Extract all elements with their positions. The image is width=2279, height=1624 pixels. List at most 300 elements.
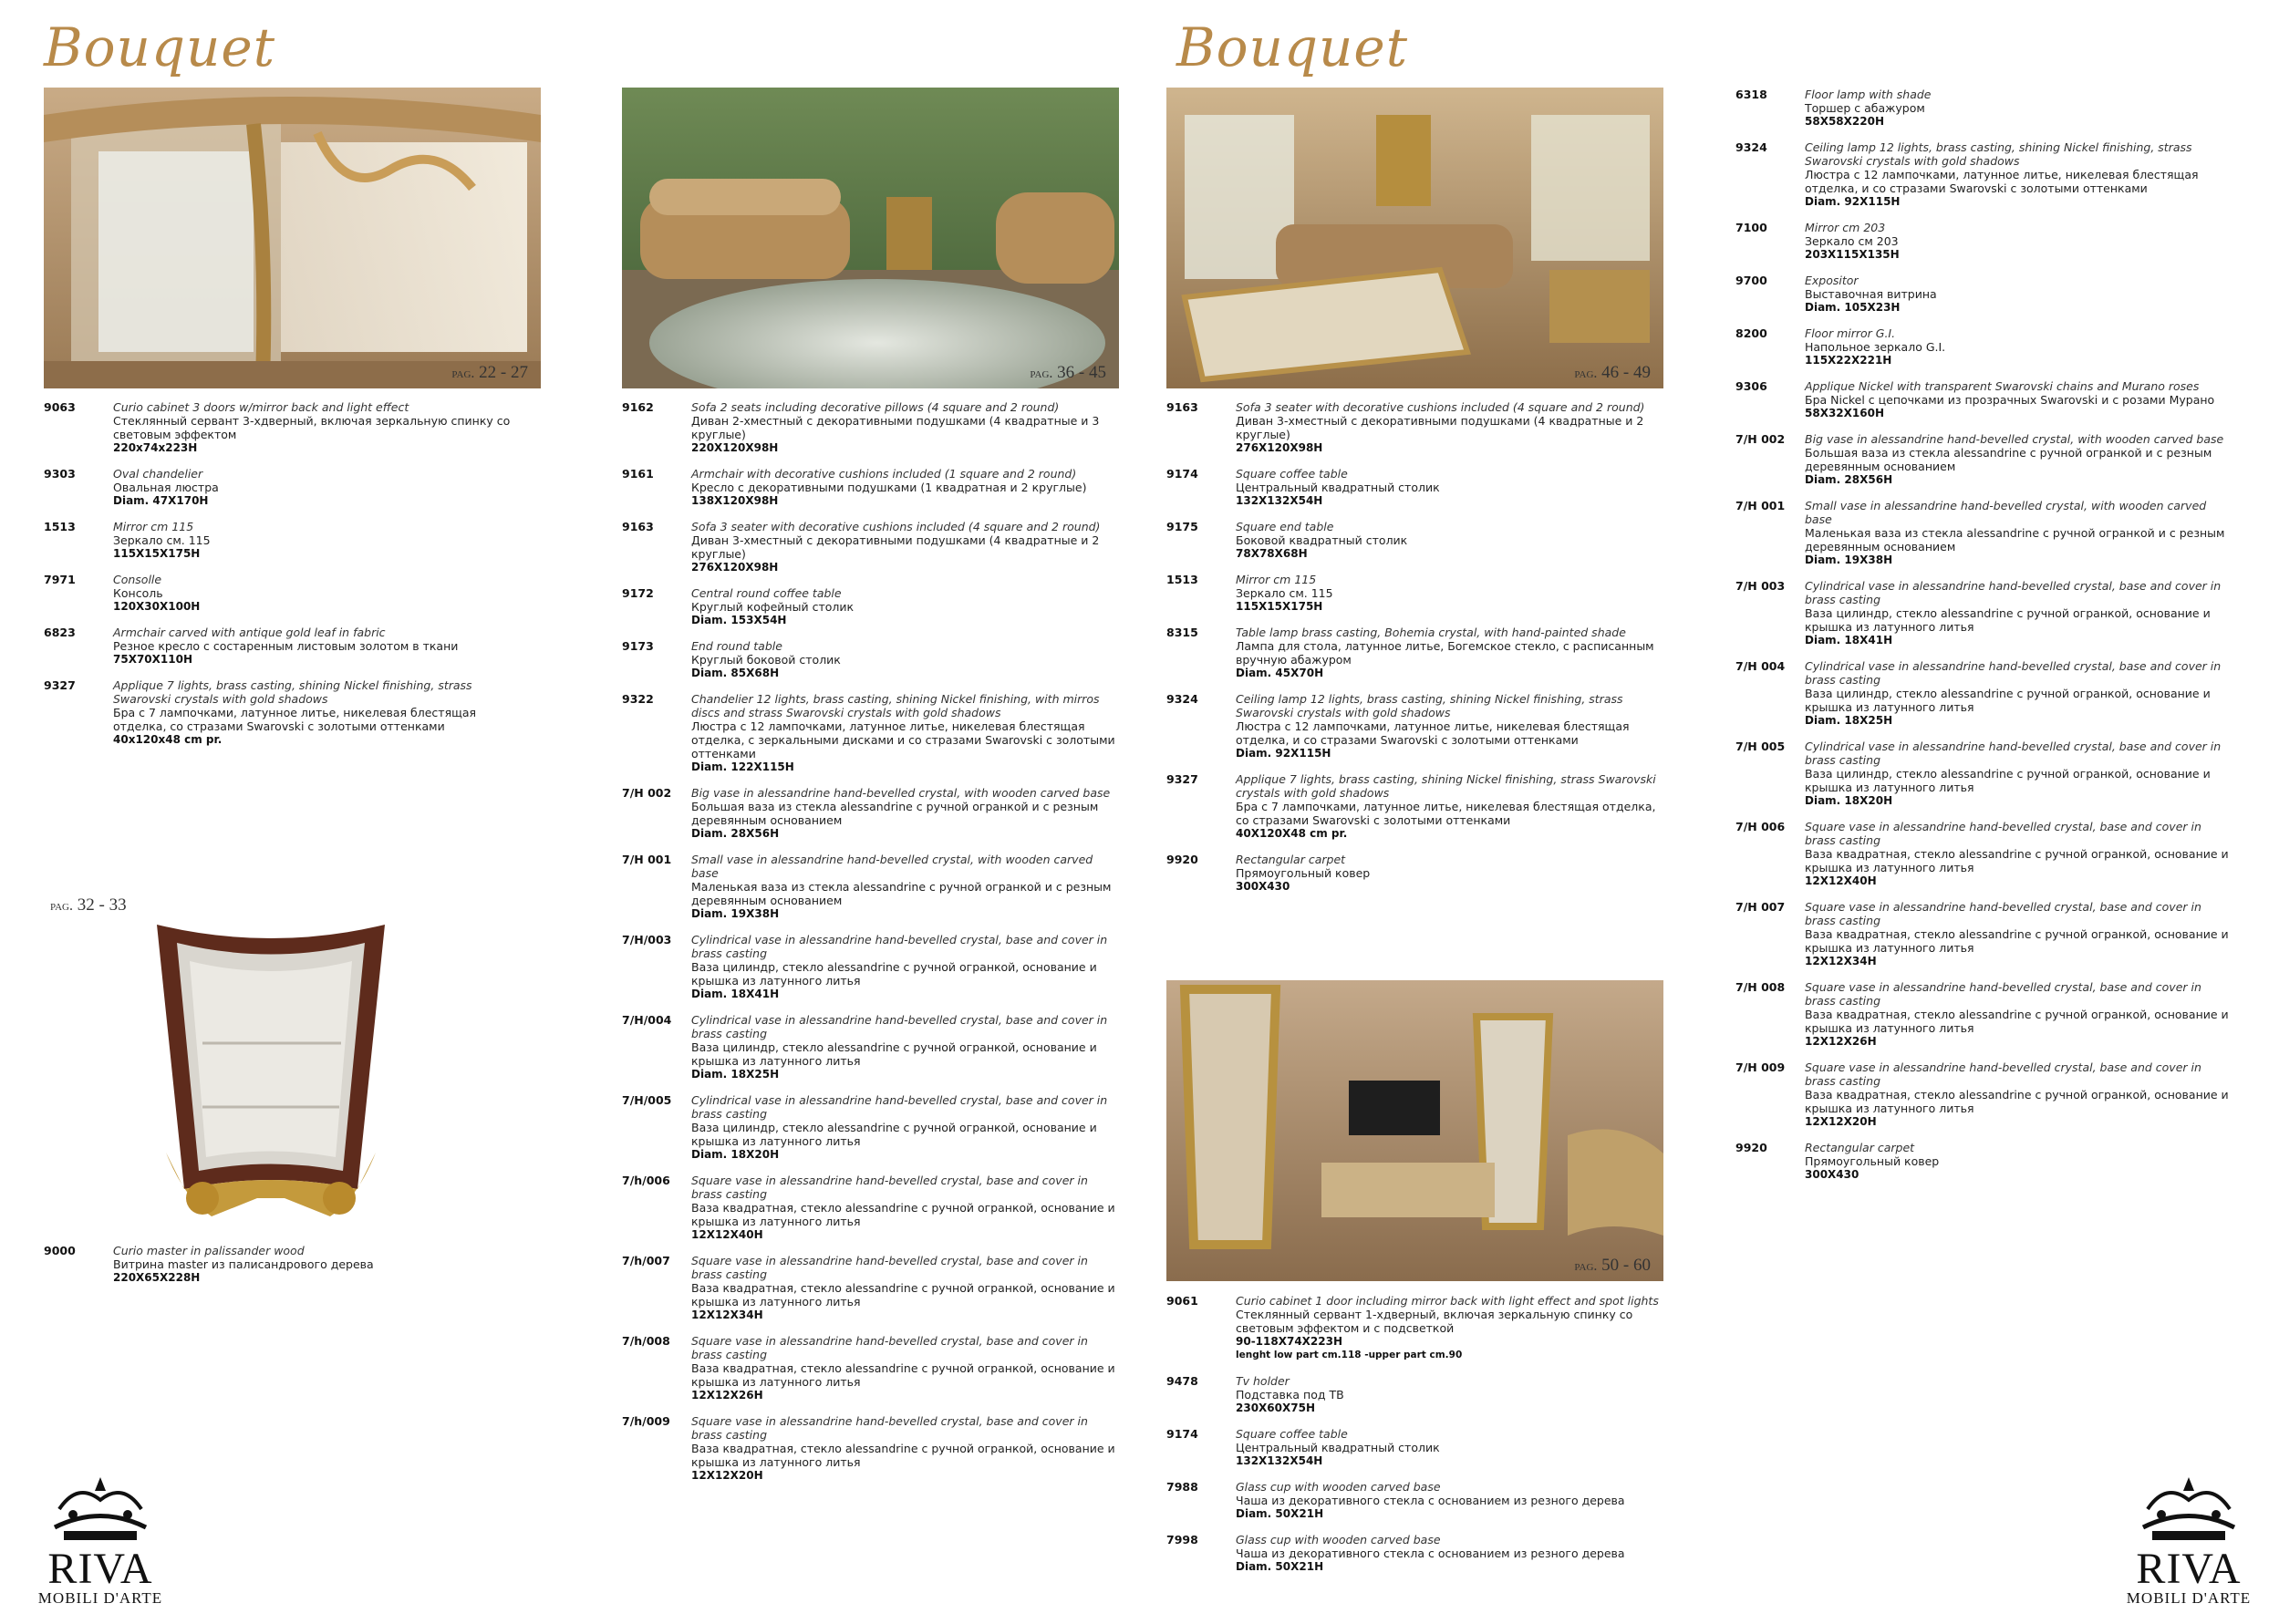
item-name-en: Square vase in alessandrine hand-bevelled crystal, base and cover in brass casting (1805, 1060, 2201, 1088)
item-description (1805, 980, 2232, 1049)
item-code: 9174 (1166, 467, 1198, 481)
item-description (1236, 573, 1333, 614)
item-name-ru: Центральный квадратный столик (1236, 1441, 1440, 1454)
item-name-ru: Люстра с 12 лампочками, латунное литье, никелевая блестящая отделка, и со стразами Swarovski с золотыми оттенками (1805, 168, 2199, 195)
item-dimensions: Diam. 122X115H (691, 760, 794, 773)
item-code: 9920 (1735, 1141, 1767, 1154)
item-name-en: Small vase in alessandrine hand-bevelled crystal, with wooden carved base (1805, 499, 2207, 526)
item-description (113, 678, 518, 747)
item-dimensions: 115X15X175H (113, 547, 201, 560)
list-item (622, 1254, 1119, 1322)
item-list-col3b (1166, 1294, 1663, 1586)
item-code: 7988 (1166, 1480, 1198, 1494)
item-name-en: Chandelier 12 lights, brass casting, shining Nickel finishing, with mirros discs and strass Swarovski crystals with gold shadows (691, 692, 1100, 719)
item-name-ru: Ваза цилиндр, стекло alessandrine с ручной огранкой, основание и крышка из латунного литья (1805, 687, 2211, 714)
item-code: 7/h/009 (622, 1414, 670, 1428)
item-name-en: Cylindrical vase in alessandrine hand-bevelled crystal, base and cover in brass casting (691, 1013, 1108, 1040)
list-item (1735, 326, 2232, 367)
item-dimensions: 12X12X20H (1805, 1115, 1877, 1128)
item-name-ru: Овальная люстра (113, 481, 219, 494)
item-dimensions: Diam. 18X25H (691, 1068, 780, 1081)
item-code: 8200 (1735, 326, 1767, 340)
list-item (622, 1093, 1119, 1162)
item-description (691, 586, 854, 627)
page-ref: pag. 36 - 45 (1030, 363, 1106, 382)
list-item (622, 1334, 1119, 1402)
list-item (1735, 88, 2232, 129)
item-description (691, 1013, 1119, 1081)
item-description (1236, 1533, 1625, 1574)
item-code: 9163 (1166, 400, 1198, 414)
item-description (1236, 1374, 1344, 1415)
item-name-ru: Ваза цилиндр, стекло alessandrine с ручной огранкой, основание и крышка из латунного литья (691, 1040, 1097, 1068)
item-description (1805, 659, 2232, 728)
list-item (1735, 1060, 2232, 1129)
item-description (1805, 900, 2232, 968)
list-item (44, 467, 518, 508)
item-description (1236, 626, 1663, 680)
item-dimensions: 12X12X26H (1805, 1035, 1877, 1048)
item-dimensions: 58X58X220H (1805, 115, 1884, 128)
list-item (1735, 140, 2232, 209)
logo-subtitle: MOBILI D'ARTE (37, 1589, 163, 1607)
item-name-en: Glass cup with wooden carved base (1236, 1533, 1441, 1546)
item-code: 9174 (1166, 1427, 1198, 1441)
list-item (1735, 1141, 2232, 1182)
item-code: 7/H 007 (1735, 900, 1786, 914)
item-description (691, 786, 1119, 841)
item-name-en: Consolle (113, 573, 162, 586)
list-item (1735, 659, 2232, 728)
item-dimensions: 203X115X135H (1805, 248, 1900, 261)
item-name-ru: Прямоугольный ковер (1236, 866, 1371, 880)
list-item (1166, 467, 1663, 508)
item-name-en: Cylindrical vase in alessandrine hand-bevelled crystal, base and cover in brass casting (1805, 659, 2222, 687)
item-dimensions: Diam. 105X23H (1805, 301, 1901, 314)
list-item (44, 520, 518, 561)
riva-logo-left (36, 1473, 164, 1609)
item-description (1236, 467, 1440, 508)
item-dimensions: Diam. 18X25H (1805, 714, 1893, 727)
item-description (691, 1093, 1119, 1162)
item-dimensions: Diam. 19X38H (1805, 553, 1893, 566)
item-code: 6823 (44, 626, 76, 639)
item-dimensions: 90-118X74X223H (1236, 1335, 1343, 1348)
item-code: 9175 (1166, 520, 1198, 533)
list-item (1166, 772, 1663, 841)
page-ref: pag. 32 - 33 (50, 895, 127, 915)
item-name-en: Armchair carved with antique gold leaf in fabric (113, 626, 386, 639)
item-code: 7/H/005 (622, 1093, 672, 1107)
item-code: 7/H 001 (1735, 499, 1786, 512)
item-name-ru: Зеркало см. 115 (1236, 586, 1333, 600)
item-dimensions: 78X78X68H (1236, 547, 1308, 560)
item-name-en: Applique Nickel with transparent Swarovski chains and Murano roses (1805, 379, 2200, 393)
item-code: 9306 (1735, 379, 1767, 393)
item-name-en: Square vase in alessandrine hand-bevelled crystal, base and cover in brass casting (1805, 820, 2201, 847)
item-description (691, 1174, 1119, 1242)
item-description (1236, 1294, 1663, 1362)
item-name-ru: Ваза цилиндр, стекло alessandrine с ручной огранкой, основание и крышка из латунного литья (1805, 606, 2211, 634)
item-code: 7/H/003 (622, 933, 672, 946)
list-item (1166, 1374, 1663, 1415)
item-code: 9173 (622, 639, 654, 653)
item-code: 7/H 005 (1735, 740, 1786, 753)
item-name-en: Cylindrical vase in alessandrine hand-bevelled crystal, base and cover in brass casting (691, 933, 1108, 960)
item-dimensions: 12X12X20H (691, 1469, 763, 1482)
item-dimensions: 115X15X175H (1236, 600, 1323, 613)
item-description (1805, 499, 2232, 567)
item-code: 7/h/007 (622, 1254, 670, 1267)
item-dimensions: Diam. 153X54H (691, 614, 787, 626)
item-dimensions: Diam. 18X41H (1805, 634, 1893, 646)
photo-curio-master (148, 925, 394, 1224)
item-dimensions: 75X70X110H (113, 653, 192, 666)
item-code: 7/H 006 (1735, 820, 1786, 833)
item-name-ru: Напольное зеркало G.I. (1805, 340, 1946, 354)
item-description (1236, 1427, 1440, 1468)
item-name-ru: Бра с 7 лампочками, латунное литье, никелевая блестящая отделка, со стразами Swarovski с золотыми оттенками (1236, 800, 1656, 827)
list-item (1166, 1294, 1663, 1362)
item-code: 7/H 004 (1735, 659, 1786, 673)
item-description (1805, 1060, 2232, 1129)
item-code: 7/h/006 (622, 1174, 670, 1187)
item-name-ru: Маленькая ваза из стекла alessandrine с ручной огранкой и с резным деревянным основанием (691, 880, 1112, 907)
photo-tv-room (1166, 980, 1663, 1281)
list-item (1735, 432, 2232, 487)
list-item (622, 933, 1119, 1001)
item-description (1805, 221, 1900, 262)
item-name-ru: Люстра с 12 лампочками, латунное литье, никелевая блестящая отделка, с зеркальными дисками и со стразами Swarovski с золотыми оттенками (691, 719, 1115, 760)
list-item (622, 467, 1119, 508)
item-dimensions: 132X132X54H (1236, 1454, 1323, 1467)
item-dimensions: Diam. 85X68H (691, 667, 780, 679)
item-name-ru: Стеклянный сервант 1-хдверный, включая зеркальную спинку со световым эффектом и с подсветкой (1236, 1308, 1633, 1335)
item-dimensions: 12X12X34H (691, 1309, 763, 1321)
list-item (1166, 626, 1663, 680)
item-list-col4 (1735, 88, 2232, 1194)
list-item (44, 1244, 518, 1285)
item-description (1805, 432, 2232, 487)
item-name-en: Sofa 3 seater with decorative cushions included (4 square and 2 round) (1236, 400, 1645, 414)
item-description (1805, 820, 2232, 888)
item-name-ru: Прямоугольный ковер (1805, 1154, 1940, 1168)
item-code: 7971 (44, 573, 76, 586)
brand-title-left: Bouquet (44, 16, 276, 78)
list-item (1735, 499, 2232, 567)
item-name-en: Applique 7 lights, brass casting, shining Nickel finishing, strass Swarovski crystals with gold shadows (113, 678, 472, 706)
living-room-illustration (1166, 88, 1663, 388)
item-list-col1b (44, 1244, 518, 1297)
list-item (1735, 740, 2232, 808)
item-description (691, 639, 841, 680)
item-name-en: Expositor (1805, 274, 1859, 287)
item-description (691, 467, 1086, 508)
item-name-en: Square vase in alessandrine hand-bevelled crystal, base and cover in brass casting (691, 1414, 1088, 1442)
item-name-ru: Бра с 7 лампочками, латунное литье, никелевая блестящая отделка, со стразами Swarovski с золотыми оттенками (113, 706, 477, 733)
item-description (691, 520, 1119, 574)
logo-name: RIVA (2136, 1545, 2242, 1593)
item-dimensions: Diam. 19X38H (691, 907, 780, 920)
list-item (1166, 520, 1663, 561)
item-dimensions: 12X12X40H (1805, 874, 1877, 887)
item-name-en: Square vase in alessandrine hand-bevelled crystal, base and cover in brass casting (691, 1334, 1088, 1361)
item-name-ru: Ваза цилиндр, стекло alessandrine с ручной огранкой, основание и крышка из латунного литья (1805, 767, 2211, 794)
item-name-ru: Зеркало см 203 (1805, 234, 1899, 248)
item-name-en: Big vase in alessandrine hand-bevelled crystal, with wooden carved base (691, 786, 1111, 800)
item-dimensions: Diam. 28X56H (1805, 473, 1893, 486)
list-item (1735, 900, 2232, 968)
list-item (622, 586, 1119, 627)
item-code: 9920 (1166, 853, 1198, 866)
item-name-ru: Ваза квадратная, стекло alessandrine с ручной огранкой, основание и крышка из латунного литья (1805, 1008, 2229, 1035)
item-description (1236, 400, 1663, 455)
item-name-en: Square vase in alessandrine hand-bevelled crystal, base and cover in brass casting (691, 1254, 1088, 1281)
item-dimensions: Diam. 18X20H (691, 1148, 780, 1161)
item-dimensions: 230X60X75H (1236, 1402, 1315, 1414)
list-item (44, 400, 518, 455)
item-name-en: Applique 7 lights, brass casting, shining Nickel finishing, strass Swarovski crystals with gold shadows (1236, 772, 1656, 800)
item-name-en: Square coffee table (1236, 467, 1348, 481)
item-name-ru: Ваза квадратная, стекло alessandrine с ручной огранкой, основание и крышка из латунного литья (691, 1281, 1115, 1309)
item-code: 9063 (44, 400, 76, 414)
item-code: 9327 (1166, 772, 1198, 786)
list-item (1166, 400, 1663, 455)
item-code: 8315 (1166, 626, 1198, 639)
item-code: 9303 (44, 467, 76, 481)
item-code: 9324 (1166, 692, 1198, 706)
tv-room-illustration (1166, 980, 1663, 1281)
item-dimensions: 58X32X160H (1805, 407, 1884, 419)
item-dimensions: 276X120X98H (1236, 441, 1323, 454)
list-item (1166, 1533, 1663, 1574)
item-name-en: Glass cup with wooden carved base (1236, 1480, 1441, 1494)
item-list-col3 (1166, 400, 1663, 905)
item-name-en: Oval chandelier (113, 467, 203, 481)
photo-living-room (1166, 88, 1663, 388)
item-description (691, 692, 1119, 774)
item-code: 7/H 001 (622, 853, 672, 866)
list-item (1166, 692, 1663, 760)
item-description (691, 853, 1119, 921)
item-name-ru: Подставка под ТВ (1236, 1388, 1344, 1402)
item-code: 9700 (1735, 274, 1767, 287)
item-code: 6318 (1735, 88, 1767, 101)
item-dimensions: Diam. 18X20H (1805, 794, 1893, 807)
photo-sofa-garden (622, 88, 1119, 388)
item-code: 7/H 003 (1735, 579, 1786, 593)
item-description (113, 626, 458, 667)
item-description (113, 573, 200, 614)
item-name-en: End round table (691, 639, 782, 653)
item-note: lenght low part cm.118 -upper part cm.90 (1236, 1350, 1463, 1360)
item-name-en: Big vase in alessandrine hand-bevelled crystal, with wooden carved base (1805, 432, 2224, 446)
item-name-en: Central round coffee table (691, 586, 842, 600)
item-code: 7/H/004 (622, 1013, 672, 1027)
item-list-col1 (44, 400, 518, 759)
brand-title-right: Bouquet (1176, 16, 1409, 78)
item-dimensions: 276X120X98H (691, 561, 779, 574)
item-name-ru: Ваза квадратная, стекло alessandrine с ручной огранкой, основание и крышка из латунного литья (691, 1201, 1115, 1228)
list-item (622, 520, 1119, 574)
item-description (1805, 326, 1945, 367)
photo-curio-cabinet-room (44, 88, 541, 388)
item-dimensions: 138X120X98H (691, 494, 779, 507)
item-code: 9000 (44, 1244, 76, 1257)
item-code: 9327 (44, 678, 76, 692)
item-name-ru: Витрина master из палисандрового дерева (113, 1257, 374, 1271)
item-code: 9163 (622, 520, 654, 533)
list-item (1735, 820, 2232, 888)
item-name-ru: Большая ваза из стекла alessandrine с ручной огранкой и с резным деревянным основанием (1805, 446, 2212, 473)
item-dimensions: 12X12X34H (1805, 955, 1877, 967)
item-name-ru: Круглый кофейный столик (691, 600, 855, 614)
item-dimensions: 12X12X26H (691, 1389, 763, 1402)
item-name-ru: Выставочная витрина (1805, 287, 1937, 301)
item-name-ru: Большая ваза из стекла alessandrine с ручной огранкой и с резным деревянным основанием (691, 800, 1099, 827)
list-item (1166, 1480, 1663, 1521)
list-item (44, 678, 518, 747)
item-description (1236, 520, 1407, 561)
item-dimensions: 115X22X221H (1805, 354, 1892, 367)
item-code: 7/H 009 (1735, 1060, 1786, 1074)
item-description (1236, 692, 1663, 760)
list-item (1735, 274, 2232, 315)
item-name-ru: Чаша из декоративного стекла с основанием из резного дерева (1236, 1494, 1625, 1507)
item-dimensions: 12X12X40H (691, 1228, 763, 1241)
item-dimensions: Diam. 92X115H (1236, 747, 1331, 760)
list-item (622, 1174, 1119, 1242)
item-name-en: Tv holder (1236, 1374, 1290, 1388)
item-name-ru: Чаша из декоративного стекла с основанием из резного дерева (1236, 1546, 1625, 1560)
item-dimensions: 220x74x223H (113, 441, 198, 454)
item-name-en: Mirror cm 203 (1805, 221, 1886, 234)
item-description (1805, 274, 1937, 315)
item-name-ru: Ваза квадратная, стекло alessandrine с ручной огранкой, основание и крышка из латунного литья (1805, 927, 2229, 955)
item-code: 7100 (1735, 221, 1767, 234)
item-code: 7/H 002 (622, 786, 672, 800)
item-dimensions: 120X30X100H (113, 600, 201, 613)
item-name-en: Square vase in alessandrine hand-bevelled crystal, base and cover in brass casting (691, 1174, 1088, 1201)
item-name-en: Square vase in alessandrine hand-bevelled crystal, base and cover in brass casting (1805, 980, 2201, 1008)
item-name-en: Floor lamp with shade (1805, 88, 1932, 101)
item-name-ru: Круглый боковой столик (691, 653, 841, 667)
item-name-en: Sofa 3 seater with decorative cushions included (4 square and 2 round) (691, 520, 1101, 533)
page-ref: pag. 22 - 27 (451, 363, 528, 382)
item-name-en: Cylindrical vase in alessandrine hand-bevelled crystal, base and cover in brass casting (1805, 740, 2222, 767)
riva-logo-right (2125, 1473, 2253, 1609)
item-dimensions: Diam. 50X21H (1236, 1507, 1324, 1520)
page-ref: pag. 50 - 60 (1574, 1256, 1651, 1275)
item-name-ru: Лампа для стола, латунное литье, Богемское стекло, с расписанным вручную абажуром (1236, 639, 1654, 667)
item-description (1805, 579, 2232, 647)
item-code: 9172 (622, 586, 654, 600)
crown-emblem-icon (46, 1473, 155, 1546)
item-list-col2 (622, 400, 1119, 1495)
item-dimensions: 40X120X48 cm pr. (1236, 827, 1348, 840)
item-dimensions: Diam. 45X70H (1236, 667, 1324, 679)
item-dimensions: Diam. 28X56H (691, 827, 780, 840)
item-name-en: Small vase in alessandrine hand-bevelled crystal, with wooden carved base (691, 853, 1093, 880)
item-name-ru: Ваза цилиндр, стекло alessandrine с ручной огранкой, основание и крышка из латунного литья (691, 1121, 1097, 1148)
item-name-en: Ceiling lamp 12 lights, brass casting, shining Nickel finishing, strass Swarovski crystals with gold shadows (1236, 692, 1623, 719)
item-name-en: Table lamp brass casting, Bohemia crystal, with hand-painted shade (1236, 626, 1626, 639)
item-dimensions: Diam. 92X115H (1805, 195, 1901, 208)
item-dimensions: Diam. 47X170H (113, 494, 209, 507)
list-item (1735, 579, 2232, 647)
logo-name: RIVA (47, 1545, 153, 1593)
item-name-en: Ceiling lamp 12 lights, brass casting, shining Nickel finishing, strass Swarovski crystals with gold shadows (1805, 140, 2192, 168)
item-name-en: Cylindrical vase in alessandrine hand-bevelled crystal, base and cover in brass casting (1805, 579, 2222, 606)
item-name-ru: Диван 3-хместный с декоративными подушками (4 квадратные и 2 круглые) (1236, 414, 1644, 441)
item-description (113, 400, 518, 455)
item-code: 9478 (1166, 1374, 1198, 1388)
item-dimensions: Diam. 50X21H (1236, 1560, 1324, 1573)
item-name-ru: Ваза квадратная, стекло alessandrine с ручной огранкой, основание и крышка из латунного литья (1805, 1088, 2229, 1115)
item-name-ru: Кресло с декоративными подушками (1 квадратная и 2 круглые) (691, 481, 1087, 494)
garden-illustration (622, 88, 1119, 388)
item-name-ru: Резное кресло с состаренным листовым золотом в ткани (113, 639, 459, 653)
item-code: 1513 (1166, 573, 1198, 586)
item-dimensions: 132X132X54H (1236, 494, 1323, 507)
item-description (1805, 379, 2214, 420)
item-name-en: Mirror cm 115 (1236, 573, 1317, 586)
item-code: 9324 (1735, 140, 1767, 154)
list-item (622, 1013, 1119, 1081)
list-item (1166, 853, 1663, 894)
item-name-ru: Люстра с 12 лампочками, латунное литье, никелевая блестящая отделка, и со стразами Swarovski с золотыми оттенками (1236, 719, 1630, 747)
item-name-en: Armchair with decorative cushions included (1 square and 2 round) (691, 467, 1077, 481)
item-name-en: Floor mirror G.I. (1805, 326, 1896, 340)
item-code: 9161 (622, 467, 654, 481)
item-name-ru: Диван 2-хместный с декоративными подушками (4 квадратные и 3 круглые) (691, 414, 1100, 441)
item-name-en: Curio master in palissander wood (113, 1244, 305, 1257)
crown-emblem-icon (2134, 1473, 2243, 1546)
item-dimensions: 220X120X98H (691, 441, 779, 454)
item-description (691, 1254, 1119, 1322)
list-item (622, 692, 1119, 774)
list-item (622, 639, 1119, 680)
item-description (1236, 772, 1663, 841)
item-description (1236, 853, 1370, 894)
item-dimensions: Diam. 18X41H (691, 988, 780, 1000)
item-name-ru: Торшер с абажуром (1805, 101, 1925, 115)
item-description (113, 467, 219, 508)
item-name-en: Square end table (1236, 520, 1334, 533)
item-name-en: Square vase in alessandrine hand-bevelled crystal, base and cover in brass casting (1805, 900, 2201, 927)
item-code: 9322 (622, 692, 654, 706)
item-description (691, 1334, 1119, 1402)
item-description (113, 520, 211, 561)
logo-subtitle: MOBILI D'ARTE (2126, 1589, 2252, 1607)
list-item (1735, 379, 2232, 420)
item-code: 9061 (1166, 1294, 1198, 1308)
item-description (691, 1414, 1119, 1483)
item-name-en: Rectangular carpet (1236, 853, 1346, 866)
item-code: 7/H 002 (1735, 432, 1786, 446)
item-name-ru: Боковой квадратный столик (1236, 533, 1408, 547)
item-name-en: Mirror cm 115 (113, 520, 194, 533)
item-name-en: Curio cabinet 1 door including mirror back with light effect and spot lights (1236, 1294, 1659, 1308)
item-code: 1513 (44, 520, 76, 533)
item-name-en: Rectangular carpet (1805, 1141, 1915, 1154)
list-item (622, 786, 1119, 841)
item-code: 9162 (622, 400, 654, 414)
item-code: 7998 (1166, 1533, 1198, 1546)
item-name-ru: Ваза квадратная, стекло alessandrine с ручной огранкой, основание и крышка из латунного литья (1805, 847, 2229, 874)
item-name-en: Square coffee table (1236, 1427, 1348, 1441)
item-name-ru: Консоль (113, 586, 163, 600)
